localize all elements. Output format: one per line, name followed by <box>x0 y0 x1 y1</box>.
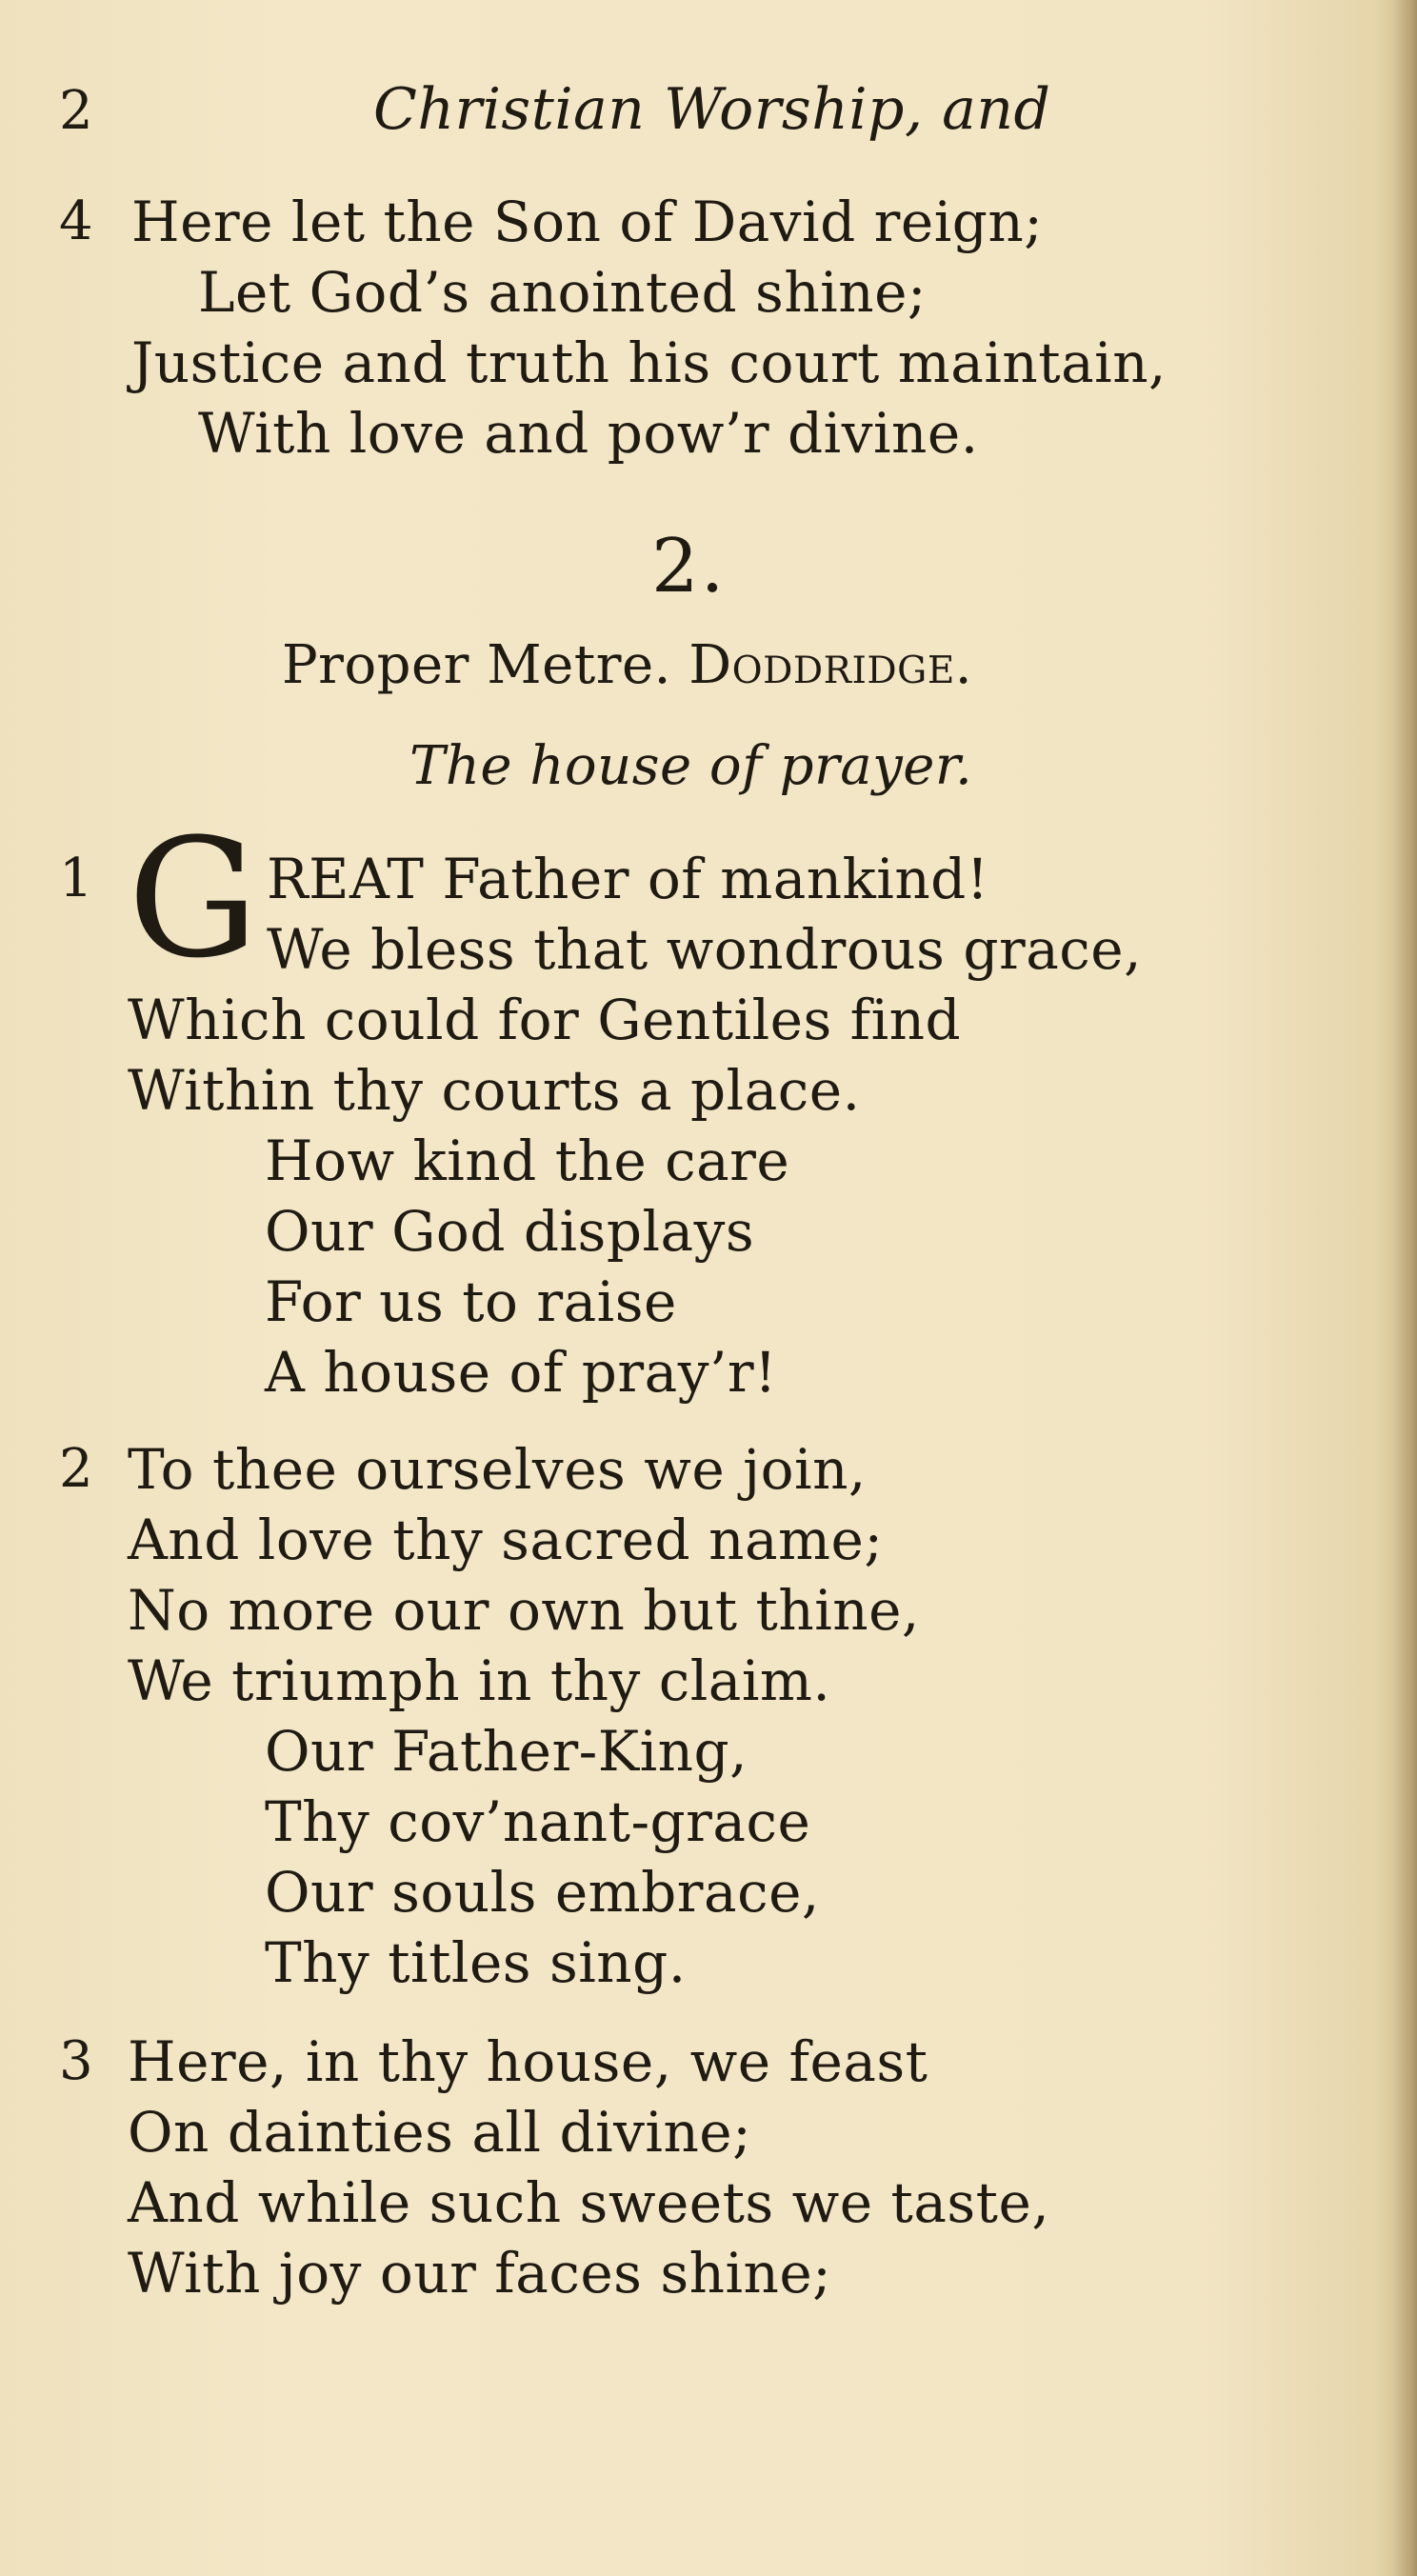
hymn-meta <box>282 632 972 699</box>
verse-line: With joy our faces shine; <box>128 2241 832 2306</box>
verse-line: Our souls embrace, <box>265 1860 820 1925</box>
verse-line: Within thy courts a place. <box>128 1058 861 1123</box>
drop-cap: G <box>128 803 259 994</box>
stanza-number: 1 <box>59 848 94 909</box>
running-title-italic: Christian Worship <box>373 76 905 143</box>
hymn-subtitle: The house of prayer. <box>409 735 973 797</box>
verse-line: To thee ourselves we join, <box>128 1437 867 1502</box>
verse-line: How kind the care <box>265 1128 790 1193</box>
verse-line: With love and pow’r divine. <box>198 401 979 466</box>
verse-line: We bless that wondrous grace, <box>267 917 1143 982</box>
verse-line: Justice and truth his court maintain, <box>131 330 1167 395</box>
verse-line: Thy titles sing. <box>265 1930 687 1995</box>
verse-line: REAT Father of mankind! <box>267 847 989 911</box>
verse-line: For us to raise <box>265 1269 677 1334</box>
stanza-number: 2 <box>59 1438 94 1500</box>
verse-line: And love thy sacred name; <box>128 1508 884 1572</box>
verse-line: On dainties all divine; <box>128 2100 752 2165</box>
verse-line: Thy cov’nant-grace <box>265 1789 811 1854</box>
page-edge-shadow <box>1392 0 1417 2576</box>
running-title <box>373 76 1050 143</box>
hymn-author: Doddridge. <box>689 634 973 696</box>
verse-line: Our Father-King, <box>265 1719 748 1784</box>
verse-line: Our God displays <box>265 1199 755 1264</box>
stanza-number: 3 <box>59 2030 94 2092</box>
verse-line: No more our own but thine, <box>128 1578 920 1643</box>
hymn-number: 2. <box>651 524 727 609</box>
verse-line: A house of pray’r! <box>265 1340 777 1405</box>
hymn-metre: Proper Metre. <box>282 634 671 696</box>
verse-line: Which could for Gentiles find <box>128 988 962 1052</box>
page-number: 2 <box>59 80 94 142</box>
verse-line: We triumph in thy claim. <box>128 1648 831 1713</box>
verse-line: And while such sweets we taste, <box>128 2170 1050 2235</box>
verse-line: Let God’s anointed shine; <box>198 260 927 325</box>
verse-line: Here let the Son of David reign; <box>131 190 1044 254</box>
stanza-number: 4 <box>59 190 94 252</box>
verse-line: Here, in thy house, we feast <box>128 2029 928 2094</box>
running-title-end: , and <box>904 76 1051 143</box>
